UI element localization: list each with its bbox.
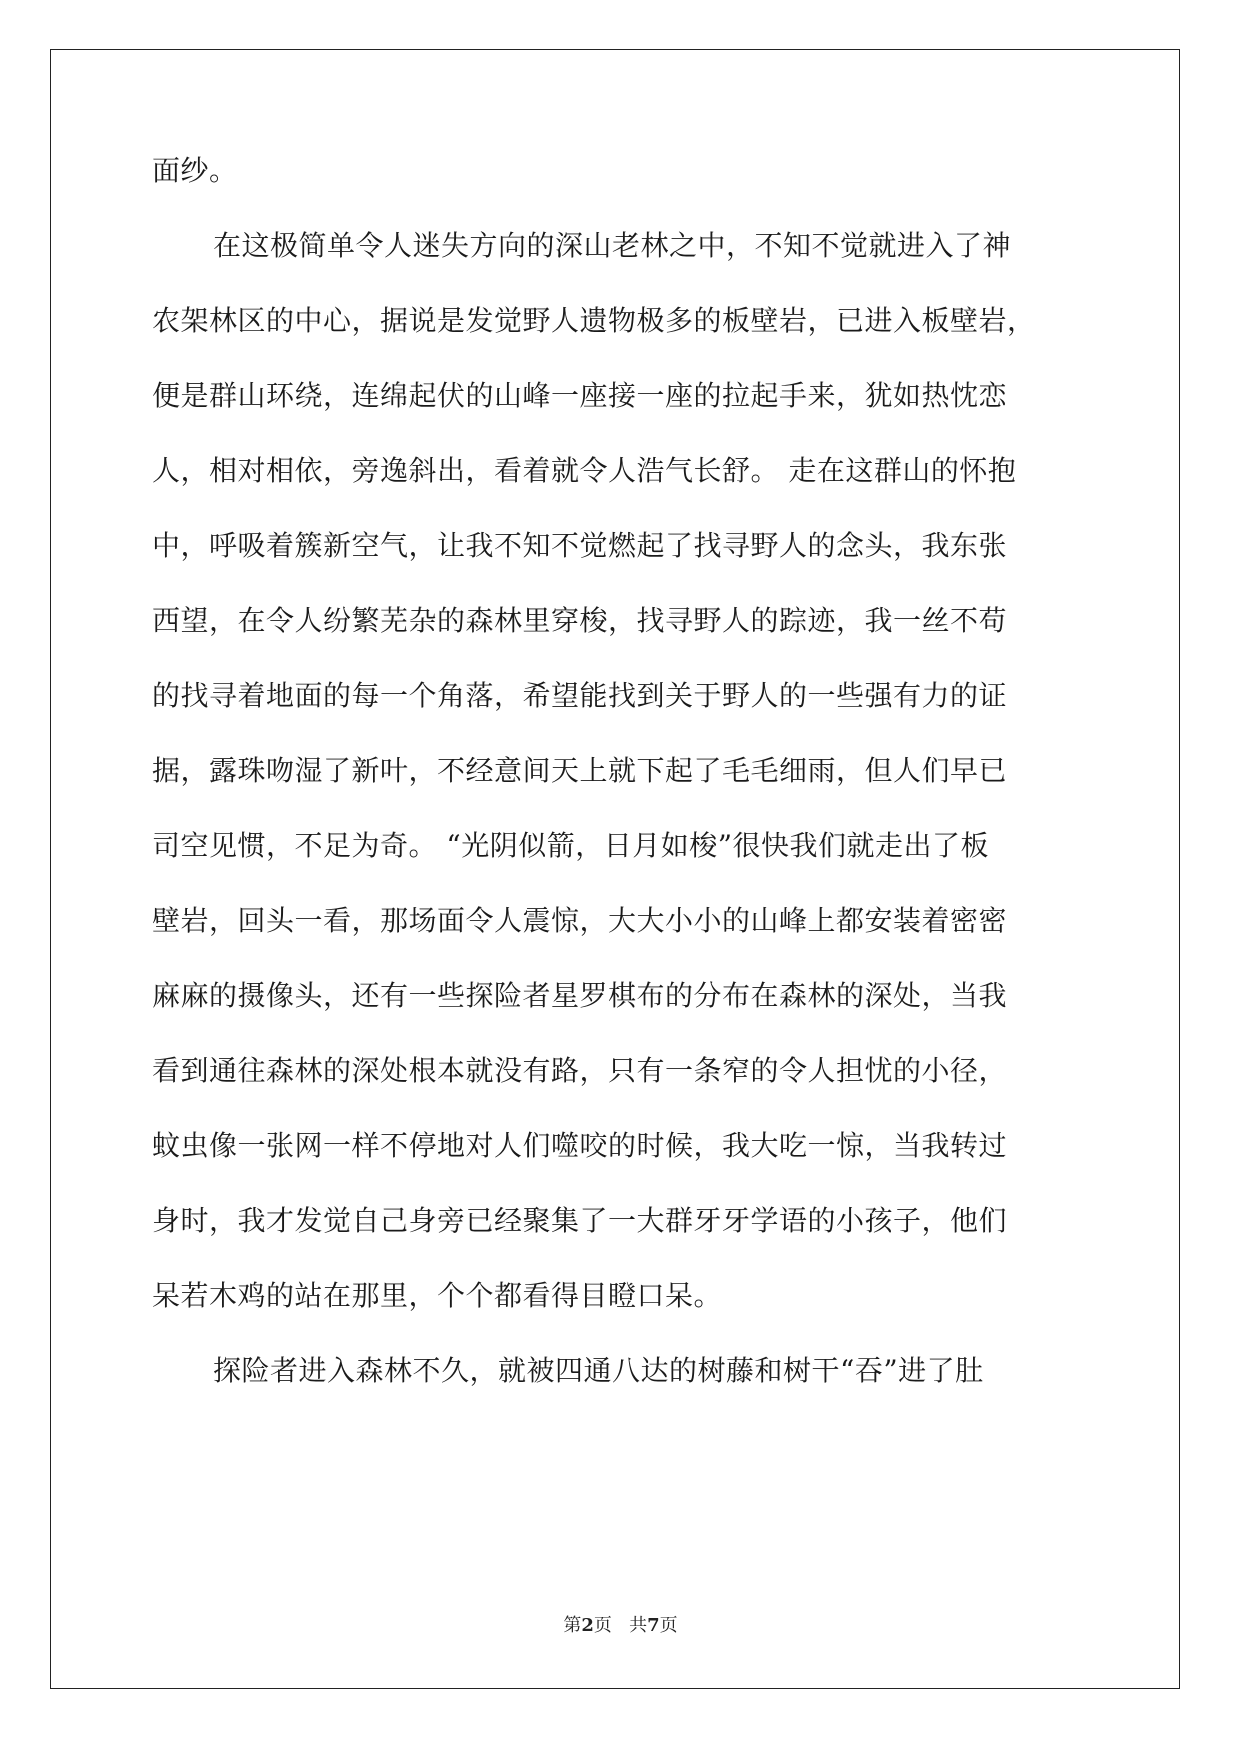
- text-line: 便是群山环绕，连绵起伏的山峰一座接一座的拉起手来，犹如热忱恋: [152, 379, 1008, 412]
- footer-page-unit: 页: [593, 1615, 612, 1636]
- page-border: [50, 49, 1180, 1689]
- text-line: 麻麻的摄像头，还有一些探险者星罗棋布的分布在森林的深处，当我: [152, 979, 1008, 1012]
- text-line: 的找寻着地面的每一个角落，希望能找到关于野人的一些强有力的证: [152, 679, 1008, 712]
- paragraph-start-line: 探险者进入森林不久，就被四通八达的树藤和树干“吞”进了肚: [213, 1354, 984, 1387]
- text-line: 壁岩，回头一看，那场面令人震惊，大大小小的山峰上都安装着密密: [152, 904, 1008, 937]
- text-line: 身时，我才发觉自己身旁已经聚集了一大群牙牙学语的小孩子，他们: [152, 1204, 1008, 1237]
- text-line: 西望，在令人纷繁芜杂的森林里穿梭，找寻野人的踪迹，我一丝不苟: [152, 604, 1008, 637]
- text-line: 蚊虫像一张网一样不停地对人们噬咬的时候，我大吃一惊，当我转过: [152, 1129, 1008, 1162]
- current-page-number: 2: [581, 1615, 594, 1636]
- text-line: 面纱。: [152, 154, 238, 187]
- text-line: 中，呼吸着簇新空气，让我不知不觉燃起了找寻野人的念头，我东张: [152, 529, 1008, 562]
- text-line: 看到通往森林的深处根本就没有路，只有一条窄的令人担忧的小径，: [152, 1054, 1008, 1087]
- footer-total-prefix: 共: [629, 1615, 648, 1636]
- footer-total-unit: 页: [659, 1615, 678, 1636]
- text-line: 农架林区的中心，据说是发觉野人遗物极多的板壁岩，已进入板壁岩，: [152, 304, 1036, 337]
- total-pages-number: 7: [647, 1615, 660, 1636]
- page-footer: [0, 1614, 1241, 1638]
- paragraph-start-line: 在这极简单令人迷失方向的深山老林之中，不知不觉就进入了神: [213, 229, 1012, 262]
- text-line: 呆若木鸡的站在那里，个个都看得目瞪口呆。: [152, 1279, 723, 1312]
- text-line: 司空见惯，不足为奇。 “光阴似箭，日月如梭”很快我们就走出了板: [152, 829, 990, 862]
- text-line: 人，相对相依，旁逸斜出，看着就令人浩气长舒。 走在这群山的怀抱: [152, 454, 1017, 487]
- text-line: 据，露珠吻湿了新叶，不经意间天上就下起了毛毛细雨，但人们早已: [152, 754, 1008, 787]
- footer-prefix: 第: [563, 1615, 582, 1636]
